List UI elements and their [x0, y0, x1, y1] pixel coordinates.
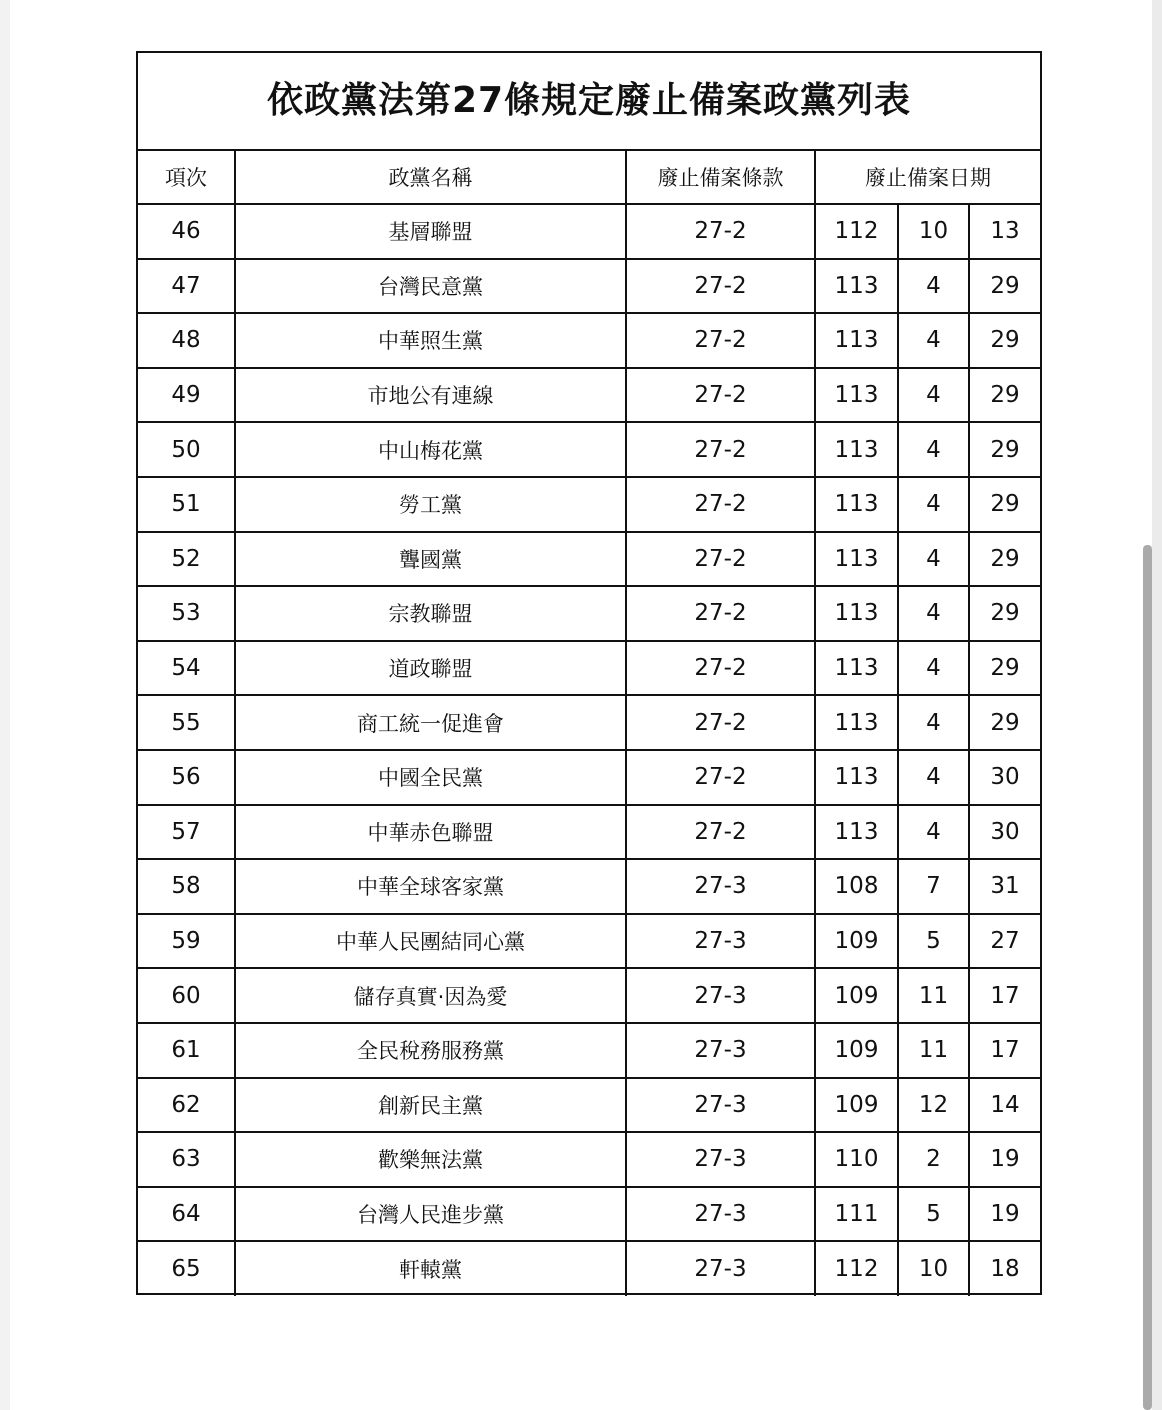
cell-year: 112	[815, 1241, 898, 1296]
table-row	[138, 805, 1040, 860]
cell-party-name: 市地公有連線	[235, 368, 626, 423]
cell-party-name: 中華照生黨	[235, 313, 626, 368]
cell-party-name: 道政聯盟	[235, 641, 626, 696]
cell-year: 113	[815, 368, 898, 423]
cell-month: 11	[898, 1023, 969, 1078]
cell-month: 5	[898, 914, 969, 969]
table-row	[138, 859, 1040, 914]
cell-day: 29	[969, 641, 1040, 696]
cell-clause: 27-2	[626, 313, 815, 368]
cell-year: 113	[815, 532, 898, 587]
cell-clause: 27-2	[626, 805, 815, 860]
cell-year: 113	[815, 695, 898, 750]
cell-party-name: 宗教聯盟	[235, 586, 626, 641]
cell-party-name: 台灣人民進步黨	[235, 1187, 626, 1242]
cell-day: 29	[969, 532, 1040, 587]
cell-index: 46	[138, 204, 235, 259]
cell-month: 4	[898, 477, 969, 532]
cell-party-name: 軒轅黨	[235, 1241, 626, 1296]
cell-clause: 27-2	[626, 259, 815, 314]
cell-party-name: 中國全民黨	[235, 750, 626, 805]
table-row	[138, 586, 1040, 641]
cell-index: 59	[138, 914, 235, 969]
cell-year: 109	[815, 914, 898, 969]
cell-year: 113	[815, 422, 898, 477]
cell-clause: 27-2	[626, 586, 815, 641]
cell-month: 11	[898, 968, 969, 1023]
cell-clause: 27-2	[626, 695, 815, 750]
cell-day: 30	[969, 805, 1040, 860]
cell-day: 29	[969, 695, 1040, 750]
cell-month: 4	[898, 422, 969, 477]
cell-day: 29	[969, 259, 1040, 314]
cell-index: 55	[138, 695, 235, 750]
header-index: 項次	[138, 151, 235, 204]
cell-index: 47	[138, 259, 235, 314]
cell-clause: 27-3	[626, 859, 815, 914]
table-row	[138, 1023, 1040, 1078]
cell-day: 29	[969, 586, 1040, 641]
cell-index: 60	[138, 968, 235, 1023]
cell-year: 108	[815, 859, 898, 914]
cell-month: 5	[898, 1187, 969, 1242]
table-row	[138, 1241, 1040, 1296]
cell-clause: 27-2	[626, 532, 815, 587]
table-row	[138, 1078, 1040, 1133]
cell-clause: 27-3	[626, 968, 815, 1023]
cell-index: 51	[138, 477, 235, 532]
cell-day: 30	[969, 750, 1040, 805]
cell-index: 64	[138, 1187, 235, 1242]
cell-clause: 27-2	[626, 368, 815, 423]
cell-month: 4	[898, 259, 969, 314]
table-row	[138, 968, 1040, 1023]
cell-month: 4	[898, 368, 969, 423]
table-row	[138, 204, 1040, 259]
cell-clause: 27-3	[626, 1187, 815, 1242]
cell-index: 63	[138, 1132, 235, 1187]
cell-clause: 27-2	[626, 477, 815, 532]
cell-party-name: 中華人民團結同心黨	[235, 914, 626, 969]
cell-party-name: 歡樂無法黨	[235, 1132, 626, 1187]
cell-clause: 27-2	[626, 422, 815, 477]
cell-day: 29	[969, 477, 1040, 532]
cell-month: 12	[898, 1078, 969, 1133]
cell-month: 4	[898, 532, 969, 587]
cell-index: 56	[138, 750, 235, 805]
table-row	[138, 641, 1040, 696]
cell-index: 54	[138, 641, 235, 696]
cell-year: 110	[815, 1132, 898, 1187]
cell-day: 29	[969, 313, 1040, 368]
cell-year: 113	[815, 259, 898, 314]
cell-day: 19	[969, 1132, 1040, 1187]
table-row	[138, 695, 1040, 750]
header-row	[138, 151, 1040, 204]
cell-party-name: 全民稅務服務黨	[235, 1023, 626, 1078]
cell-index: 53	[138, 586, 235, 641]
cell-party-name: 台灣民意黨	[235, 259, 626, 314]
table-row	[138, 422, 1040, 477]
party-list-table	[136, 51, 1042, 1295]
cell-clause: 27-2	[626, 641, 815, 696]
table-row	[138, 313, 1040, 368]
table-row	[138, 1187, 1040, 1242]
cell-party-name: 中華全球客家黨	[235, 859, 626, 914]
cell-party-name: 儲存真實·因為愛	[235, 968, 626, 1023]
cell-month: 4	[898, 313, 969, 368]
cell-day: 19	[969, 1187, 1040, 1242]
cell-day: 17	[969, 1023, 1040, 1078]
data-table	[138, 151, 1040, 1296]
cell-clause: 27-3	[626, 1241, 815, 1296]
cell-month: 4	[898, 695, 969, 750]
cell-day: 29	[969, 422, 1040, 477]
cell-year: 109	[815, 1078, 898, 1133]
cell-year: 113	[815, 805, 898, 860]
cell-index: 50	[138, 422, 235, 477]
cell-day: 18	[969, 1241, 1040, 1296]
table-row	[138, 532, 1040, 587]
table-row	[138, 368, 1040, 423]
header-clause: 廢止備案條款	[626, 151, 815, 204]
document-page	[10, 0, 1152, 1410]
cell-month: 4	[898, 750, 969, 805]
cell-year: 111	[815, 1187, 898, 1242]
cell-index: 52	[138, 532, 235, 587]
cell-party-name: 創新民主黨	[235, 1078, 626, 1133]
cell-month: 10	[898, 1241, 969, 1296]
cell-year: 113	[815, 641, 898, 696]
cell-year: 113	[815, 750, 898, 805]
cell-clause: 27-3	[626, 1023, 815, 1078]
cell-index: 49	[138, 368, 235, 423]
cell-day: 29	[969, 368, 1040, 423]
table-row	[138, 914, 1040, 969]
cell-party-name: 基層聯盟	[235, 204, 626, 259]
page-title: 依政黨法第27條規定廢止備案政黨列表	[138, 53, 1040, 151]
cell-index: 48	[138, 313, 235, 368]
cell-year: 112	[815, 204, 898, 259]
cell-index: 57	[138, 805, 235, 860]
cell-index: 65	[138, 1241, 235, 1296]
scrollbar-track[interactable]	[1152, 0, 1162, 1410]
cell-party-name: 中山梅花黨	[235, 422, 626, 477]
cell-party-name: 勞工黨	[235, 477, 626, 532]
cell-year: 113	[815, 477, 898, 532]
cell-day: 27	[969, 914, 1040, 969]
cell-clause: 27-3	[626, 1078, 815, 1133]
cell-clause: 27-3	[626, 914, 815, 969]
cell-month: 4	[898, 586, 969, 641]
cell-year: 113	[815, 586, 898, 641]
cell-year: 109	[815, 1023, 898, 1078]
cell-party-name: 商工統一促進會	[235, 695, 626, 750]
cell-clause: 27-2	[626, 750, 815, 805]
header-party-name: 政黨名稱	[235, 151, 626, 204]
cell-clause: 27-2	[626, 204, 815, 259]
header-date: 廢止備案日期	[815, 151, 1040, 204]
cell-clause: 27-3	[626, 1132, 815, 1187]
cell-party-name: 中華赤色聯盟	[235, 805, 626, 860]
scrollbar-thumb[interactable]	[1143, 545, 1152, 1410]
cell-index: 58	[138, 859, 235, 914]
table-row	[138, 750, 1040, 805]
table-row	[138, 477, 1040, 532]
table-row	[138, 1132, 1040, 1187]
cell-index: 61	[138, 1023, 235, 1078]
cell-month: 7	[898, 859, 969, 914]
cell-day: 17	[969, 968, 1040, 1023]
cell-index: 62	[138, 1078, 235, 1133]
cell-month: 4	[898, 641, 969, 696]
table-row	[138, 259, 1040, 314]
cell-month: 4	[898, 805, 969, 860]
cell-year: 113	[815, 313, 898, 368]
cell-day: 14	[969, 1078, 1040, 1133]
cell-month: 10	[898, 204, 969, 259]
cell-day: 31	[969, 859, 1040, 914]
cell-day: 13	[969, 204, 1040, 259]
cell-year: 109	[815, 968, 898, 1023]
cell-month: 2	[898, 1132, 969, 1187]
cell-party-name: 聾國黨	[235, 532, 626, 587]
